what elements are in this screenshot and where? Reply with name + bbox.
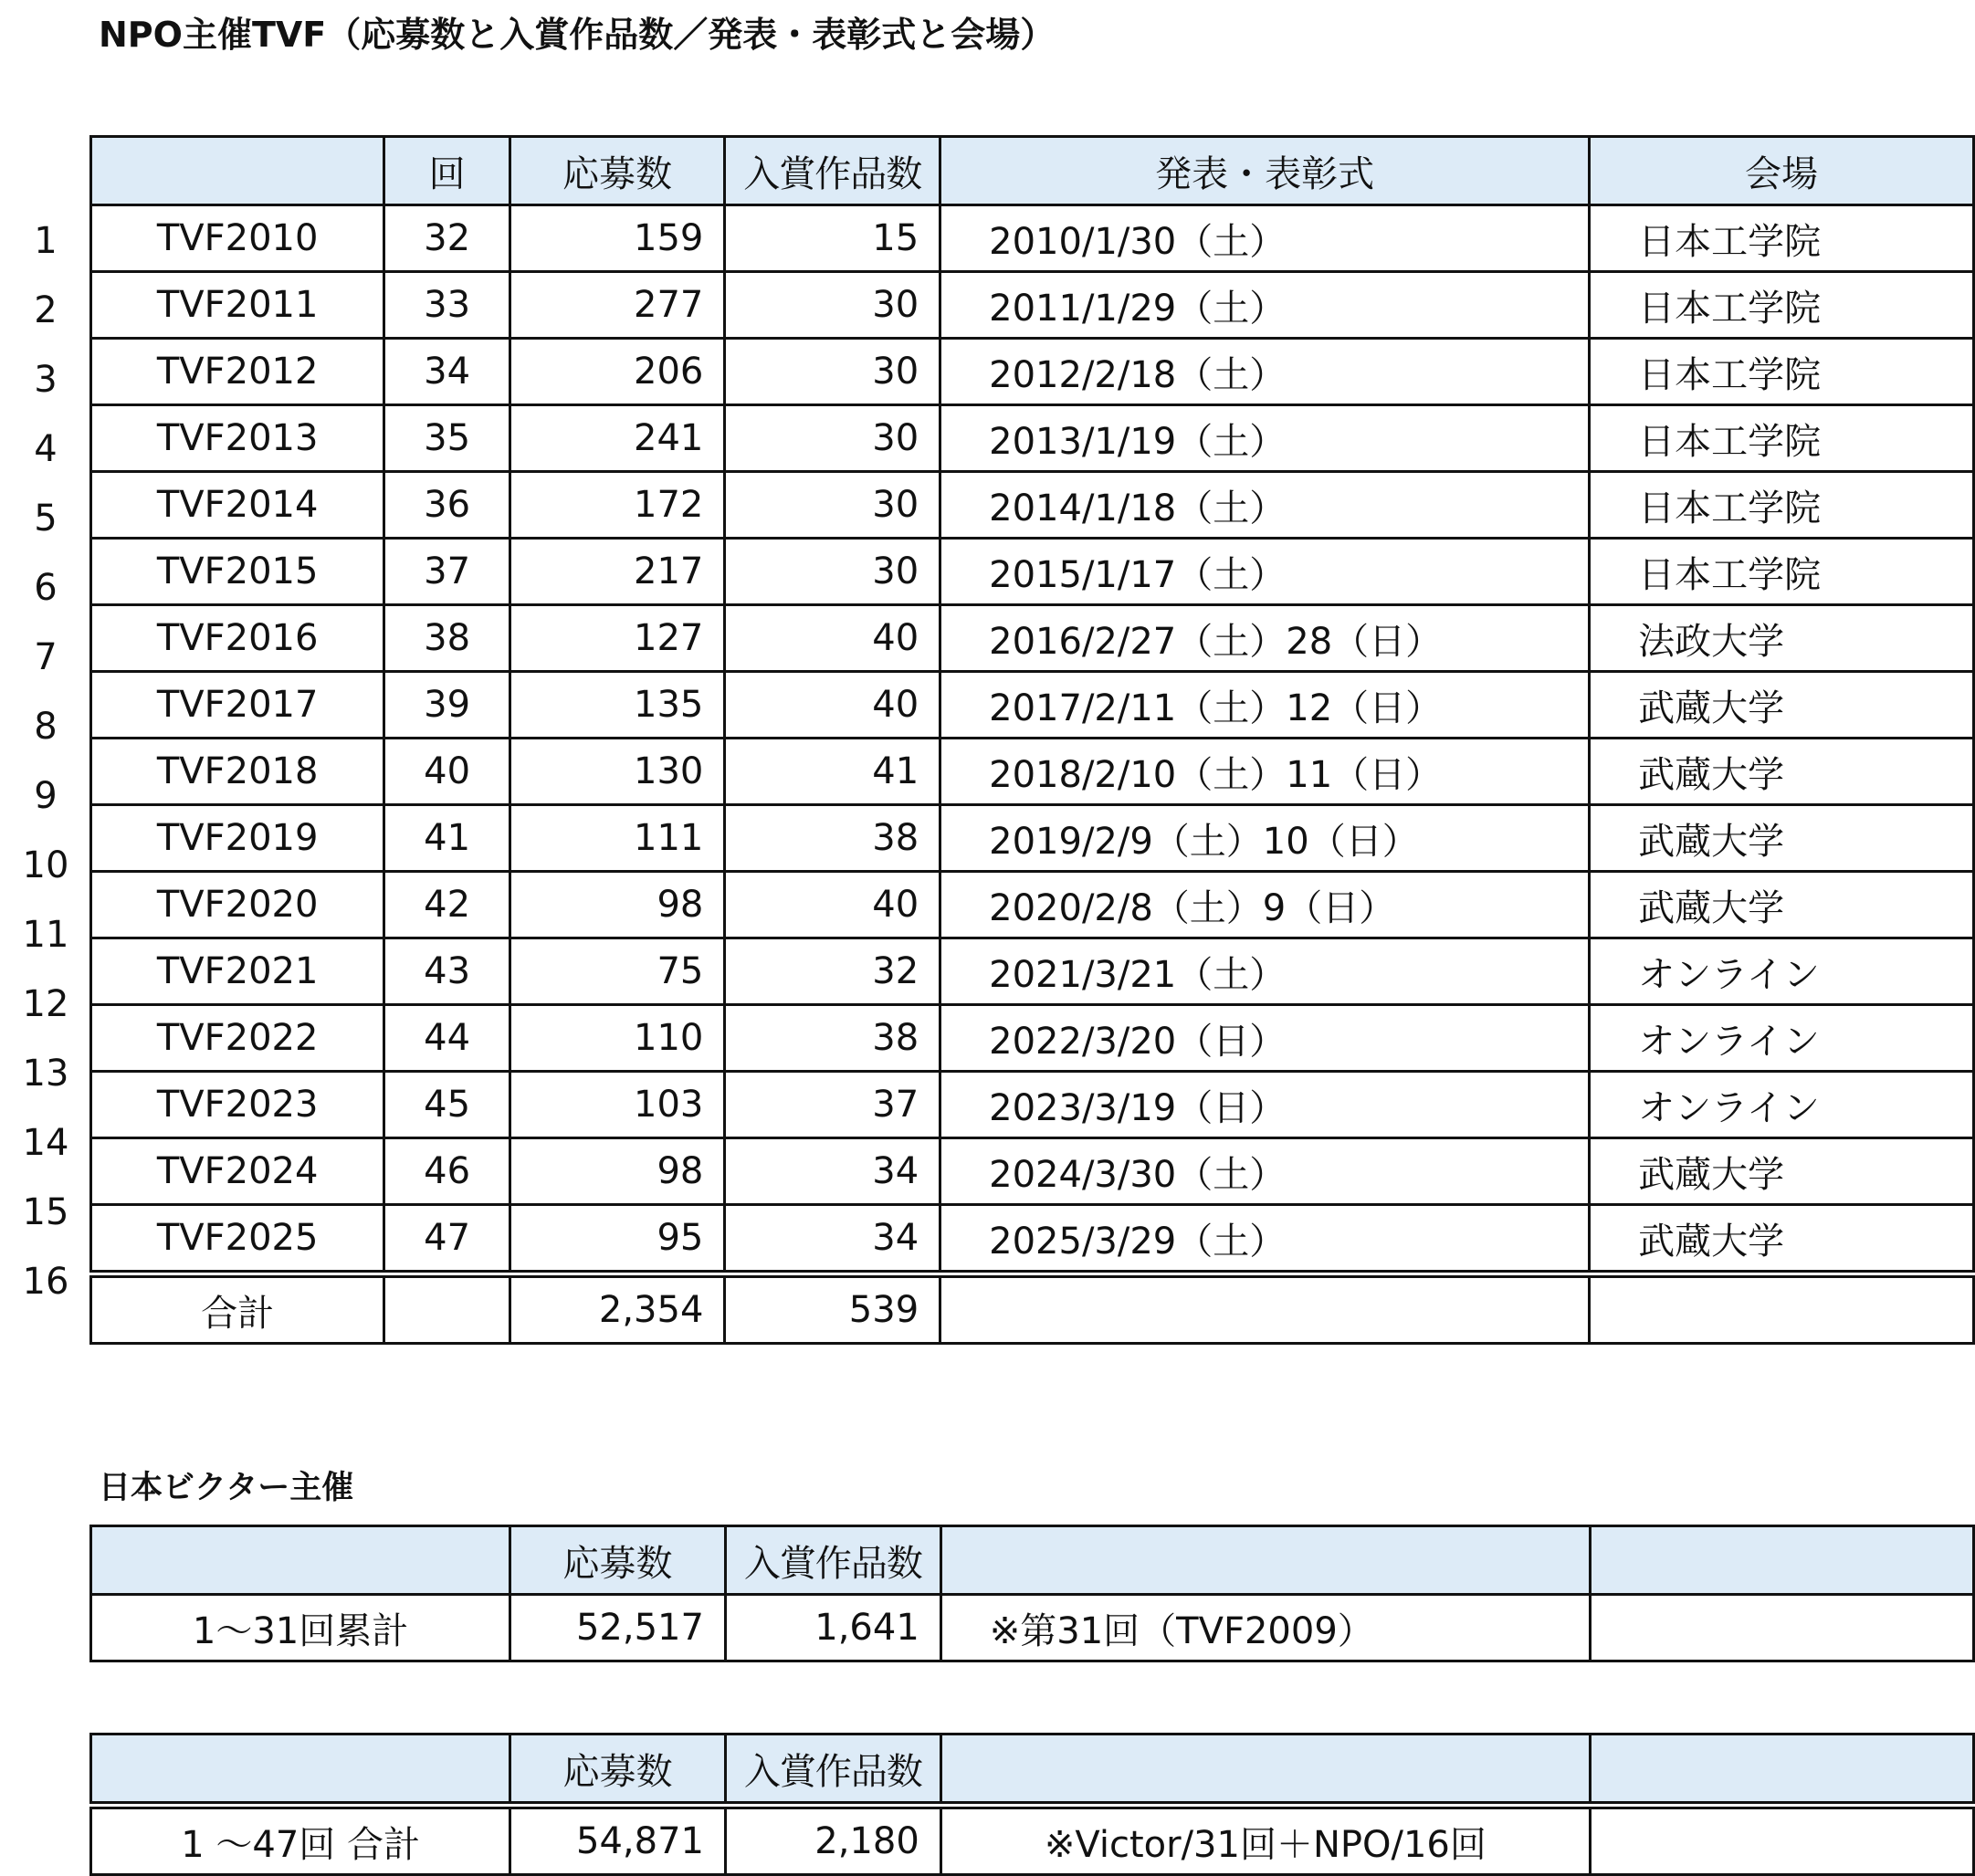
header-cell: 応募数 [510,137,724,205]
awards-cell: 2,180 [725,1806,940,1875]
table-header-row [91,137,1974,205]
grand-total-table [89,1733,1975,1876]
entries-cell: 277 [510,272,724,339]
tvf-name-cell: TVF2020 [91,872,384,938]
row-number: 9 [34,775,58,817]
victor-table [89,1525,1975,1662]
round-cell: 39 [384,672,510,739]
entries-cell: 75 [510,938,724,1005]
table-row [91,605,1974,672]
awards-cell: 40 [725,872,940,938]
round-cell: 32 [384,205,510,272]
venue-cell: 日本工学院 [1590,272,1974,339]
awards-cell: 32 [725,938,940,1005]
row-number: 3 [34,359,58,401]
empty-cell [1590,1595,1973,1661]
awards-cell: 37 [725,1072,940,1138]
awards-cell: 30 [725,339,940,405]
tvf-name-cell: TVF2014 [91,472,384,539]
row-number: 12 [22,983,69,1025]
venue-cell: 武蔵大学 [1590,739,1974,805]
entries-cell: 159 [510,205,724,272]
total-entries-cell: 2,354 [510,1274,724,1344]
entries-cell: 110 [510,1005,724,1072]
date-cell: 2023/3/19（日） [940,1072,1590,1138]
entries-cell: 241 [510,405,724,472]
date-cell: 2024/3/30（土） [940,1138,1590,1205]
table-row [91,872,1974,938]
round-cell: 43 [384,938,510,1005]
date-cell: 2010/1/30（土） [940,205,1590,272]
round-cell: 40 [384,739,510,805]
empty-cell [1590,1274,1974,1344]
row-number: 16 [22,1261,69,1303]
entries-cell: 52,517 [510,1595,726,1661]
awards-cell: 30 [725,272,940,339]
date-cell: 2013/1/19（土） [940,405,1590,472]
empty-cell [940,1274,1590,1344]
tvf-name-cell: TVF2016 [91,605,384,672]
row-number: 6 [34,567,58,609]
awards-cell: 40 [725,672,940,739]
table-row [91,1005,1974,1072]
date-cell: 2017/2/11（土）12（日） [940,672,1590,739]
row-number: 13 [22,1053,69,1095]
header-cell [1590,1735,1973,1806]
entries-cell: 111 [510,805,724,872]
total-awards-cell: 539 [725,1274,940,1344]
row-number: 10 [22,844,69,886]
awards-cell: 15 [725,205,940,272]
round-cell: 44 [384,1005,510,1072]
entries-cell: 130 [510,739,724,805]
row-number: 7 [34,636,58,678]
table-header-row [91,1735,1974,1806]
tvf-name-cell: TVF2011 [91,272,384,339]
tvf-name-cell: TVF2023 [91,1072,384,1138]
round-cell: 35 [384,405,510,472]
entries-cell: 127 [510,605,724,672]
header-cell [91,1735,510,1806]
date-cell: 2014/1/18（土） [940,472,1590,539]
awards-cell: 41 [725,739,940,805]
round-cell: 42 [384,872,510,938]
tvf-name-cell: TVF2015 [91,539,384,605]
venue-cell: 日本工学院 [1590,539,1974,605]
round-cell: 41 [384,805,510,872]
venue-cell: オンライン [1590,938,1974,1005]
page-title: NPO主催TVF（応募数と入賞作品数／発表・表彰式と会場） [99,15,1056,55]
row-number: 15 [22,1191,69,1233]
tvf-name-cell: TVF2025 [91,1205,384,1274]
npo-tvf-table [89,135,1975,1345]
venue-cell: 武蔵大学 [1590,805,1974,872]
tvf-name-cell: TVF2019 [91,805,384,872]
row-label: 1 ～47回 合計 [91,1806,510,1875]
entries-cell: 95 [510,1205,724,1274]
tvf-name-cell: TVF2024 [91,1138,384,1205]
row-number: 8 [34,706,58,748]
table-row [91,272,1974,339]
date-cell: 2016/2/27（土）28（日） [940,605,1590,672]
table-row [91,1205,1974,1274]
round-cell: 37 [384,539,510,605]
row-number-column [0,206,91,1316]
venue-cell: 日本工学院 [1590,472,1974,539]
victor-section-title: 日本ビクター主催 [99,1470,354,1506]
awards-cell: 38 [725,805,940,872]
awards-cell: 1,641 [725,1595,940,1661]
row-number: 5 [34,498,58,540]
header-cell: 応募数 [510,1735,726,1806]
table-row [91,472,1974,539]
table-row [91,672,1974,739]
awards-cell: 34 [725,1205,940,1274]
round-cell: 47 [384,1205,510,1274]
row-number: 2 [34,289,58,331]
table-row [91,1072,1974,1138]
round-cell: 33 [384,272,510,339]
header-cell: 応募数 [510,1526,726,1595]
entries-cell: 54,871 [510,1806,726,1875]
venue-cell: 武蔵大学 [1590,1138,1974,1205]
header-cell [940,1735,1590,1806]
note-cell: ※Victor/31回＋NPO/16回 [940,1806,1590,1875]
venue-cell: 日本工学院 [1590,405,1974,472]
entries-cell: 103 [510,1072,724,1138]
entries-cell: 135 [510,672,724,739]
table-row [91,1595,1974,1661]
table-row [91,405,1974,472]
header-cell: 会場 [1590,137,1974,205]
venue-cell: 武蔵大学 [1590,872,1974,938]
tvf-name-cell: TVF2013 [91,405,384,472]
awards-cell: 38 [725,1005,940,1072]
row-number: 4 [34,428,58,470]
table-row [91,539,1974,605]
table-row [91,938,1974,1005]
header-cell: 入賞作品数 [725,1526,940,1595]
entries-cell: 206 [510,339,724,405]
table-row [91,805,1974,872]
date-cell: 2021/3/21（土） [940,938,1590,1005]
round-cell: 46 [384,1138,510,1205]
header-cell [1590,1526,1973,1595]
table-row [91,1806,1974,1875]
note-cell: ※第31回（TVF2009） [940,1595,1590,1661]
entries-cell: 98 [510,1138,724,1205]
entries-cell: 217 [510,539,724,605]
header-cell [940,1526,1590,1595]
venue-cell: オンライン [1590,1072,1974,1138]
tvf-name-cell: TVF2017 [91,672,384,739]
empty-cell [384,1274,510,1344]
total-label: 合計 [91,1274,384,1344]
tvf-name-cell: TVF2012 [91,339,384,405]
header-cell [91,1526,510,1595]
tvf-name-cell: TVF2022 [91,1005,384,1072]
venue-cell: 日本工学院 [1590,205,1974,272]
row-label: 1～31回累計 [91,1595,510,1661]
row-number: 14 [22,1122,69,1164]
empty-cell [1590,1806,1973,1875]
date-cell: 2011/1/29（土） [940,272,1590,339]
awards-cell: 34 [725,1138,940,1205]
date-cell: 2012/2/18（土） [940,339,1590,405]
header-cell: 入賞作品数 [725,1735,940,1806]
entries-cell: 172 [510,472,724,539]
awards-cell: 30 [725,405,940,472]
row-number: 11 [22,914,69,956]
header-cell: 入賞作品数 [725,137,940,205]
round-cell: 45 [384,1072,510,1138]
round-cell: 34 [384,339,510,405]
date-cell: 2025/3/29（土） [940,1205,1590,1274]
entries-cell: 98 [510,872,724,938]
table-row [91,205,1974,272]
date-cell: 2022/3/20（日） [940,1005,1590,1072]
table-row [91,1138,1974,1205]
tvf-name-cell: TVF2018 [91,739,384,805]
header-cell: 発表・表彰式 [940,137,1590,205]
date-cell: 2020/2/8（土）9（日） [940,872,1590,938]
table-row [91,339,1974,405]
round-cell: 38 [384,605,510,672]
header-cell: 回 [384,137,510,205]
awards-cell: 40 [725,605,940,672]
venue-cell: 武蔵大学 [1590,1205,1974,1274]
tvf-name-cell: TVF2010 [91,205,384,272]
table-row [91,739,1974,805]
round-cell: 36 [384,472,510,539]
awards-cell: 30 [725,472,940,539]
row-number: 1 [34,220,58,262]
table-header-row [91,1526,1974,1595]
total-row [91,1274,1974,1344]
date-cell: 2019/2/9（土）10（日） [940,805,1590,872]
header-cell [91,137,384,205]
awards-cell: 30 [725,539,940,605]
date-cell: 2018/2/10（土）11（日） [940,739,1590,805]
date-cell: 2015/1/17（土） [940,539,1590,605]
venue-cell: 日本工学院 [1590,339,1974,405]
venue-cell: 武蔵大学 [1590,672,1974,739]
venue-cell: 法政大学 [1590,605,1974,672]
venue-cell: オンライン [1590,1005,1974,1072]
tvf-name-cell: TVF2021 [91,938,384,1005]
